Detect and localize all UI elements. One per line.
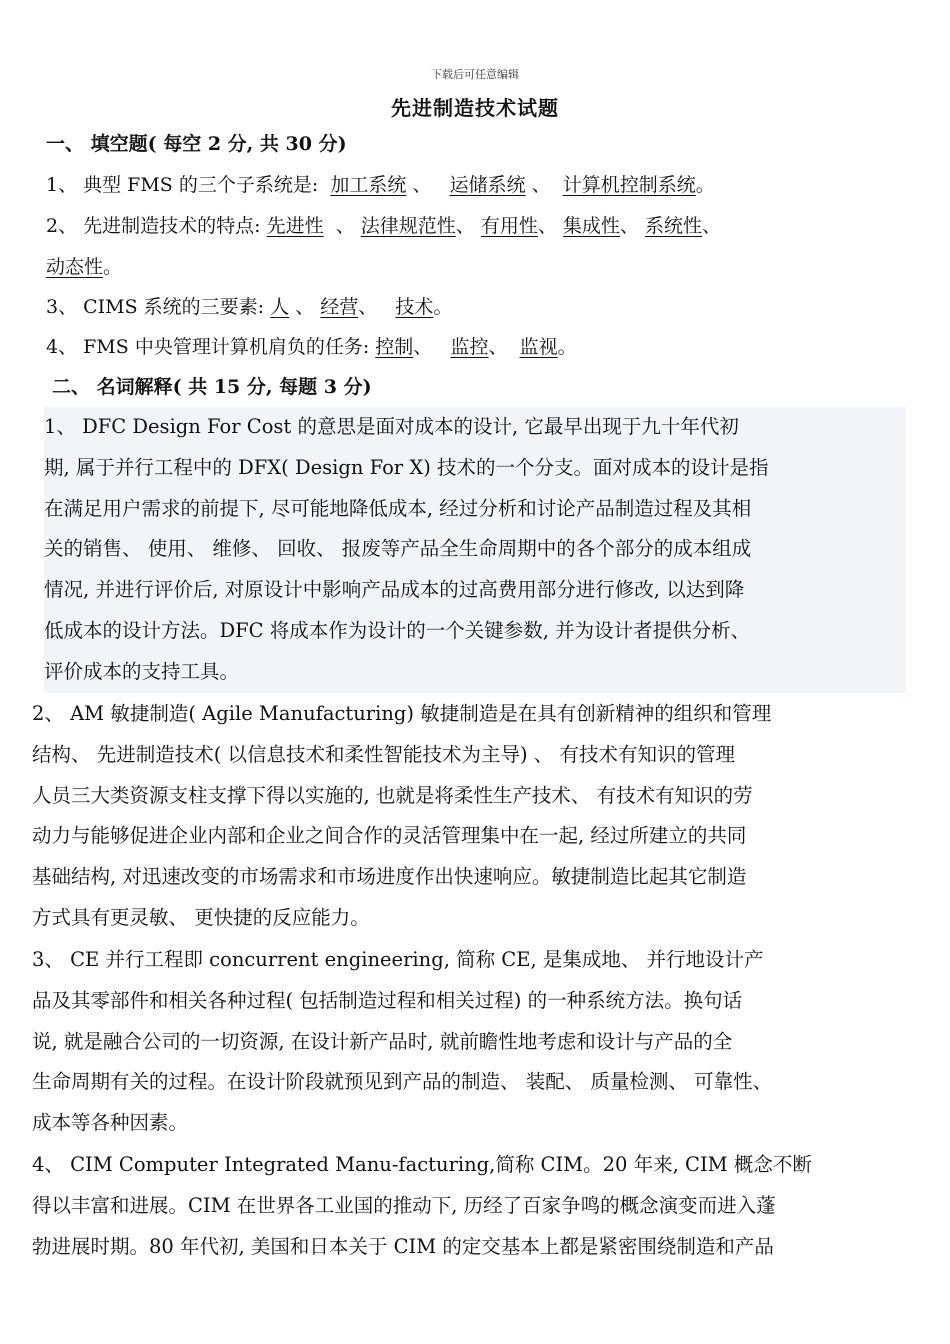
am-line: 2、 AM 敏捷制造( Agile Manufacturing) 敏捷制造是在具有创新精神的组织和管理 xyxy=(32,702,772,725)
q4-end: 。 xyxy=(557,336,577,358)
am-line: 人员三大类资源支柱支撑下得以实施的, 也就是将柔性生产技术、 有技术有知识的劳 xyxy=(32,783,753,807)
section1-heading: 一、 填空题( 每空 2 分, 共 30 分) xyxy=(46,133,347,155)
q1-prefix: 1、 典型 FMS 的三个子系统是: xyxy=(46,174,319,196)
am-line: 结构、 先进制造技术( 以信息技术和柔性智能技术为主导) 、 有技术有知识的管理 xyxy=(32,742,736,766)
q1-answer-1: 加工系统 xyxy=(330,174,407,196)
header-note: 下载后可任意编辑 xyxy=(431,68,519,81)
ce-line: 成本等各种因素。 xyxy=(32,1111,189,1135)
dfc-line: 评价成本的支持工具。 xyxy=(44,659,240,683)
q3-sep-1: 、 xyxy=(295,296,315,318)
q4-answer-1: 控制 xyxy=(375,336,414,358)
q2-sep-2: 、 xyxy=(455,215,475,237)
q3-end: 。 xyxy=(433,296,453,318)
q2-answer-4: 集成性 xyxy=(562,215,620,237)
q2-sep-5: 、 xyxy=(702,215,722,237)
question-1 xyxy=(46,171,916,199)
question-2-cont xyxy=(46,253,916,281)
ce-line: 品及其零部件和相关各种过程( 包括制造过程和相关过程) 的一种系统方法。换句话 xyxy=(32,988,743,1012)
q1-sep-1: 、 xyxy=(412,174,432,196)
q1-answer-2: 运储系统 xyxy=(449,174,526,196)
q2-end: 。 xyxy=(103,256,123,278)
ce-line: 生命周期有关的过程。在设计阶段就预见到产品的制造、 装配、 质量检测、 可靠性、 xyxy=(32,1070,773,1094)
q2-sep-3: 、 xyxy=(537,215,557,237)
am-line: 动力与能够促进企业内部和企业之间合作的灵活管理集中在一起, 经过所建立的共同 xyxy=(32,824,747,848)
cim-line: 得以丰富和进展。CIM 在世界各工业国的推动下, 历经了百家争鸣的概念演变而进入蓬 xyxy=(32,1193,776,1217)
q2-sep-4: 、 xyxy=(619,215,639,237)
cim-line: 勃进展时期。80 年代初, 美国和日本关于 CIM 的定交基本上都是紧密围绕制造和产品 xyxy=(32,1234,774,1258)
dfc-line: 低成本的设计方法。DFC 将成本作为设计的一个关键参数, 并为设计者提供分析、 xyxy=(44,618,751,642)
q3-sep-2: 、 xyxy=(358,296,378,318)
cim-line: 4、 CIM Computer Integrated Manu-facturing,简称 CIM。20 年来, CIM 概念不断 xyxy=(32,1153,812,1176)
ce-line: 3、 CE 并行工程即 concurrent engineering, 简称 CE, 是集成地、 并行地设计产 xyxy=(32,948,764,971)
q4-answer-3: 监视 xyxy=(519,336,558,358)
dfc-line: 期, 属于并行工程中的 DFX( Design For X) 技术的一个分支。面对成本的设计是指 xyxy=(44,455,769,479)
q1-sep-2: 、 xyxy=(531,174,551,196)
q2-answer-2: 法律规范性 xyxy=(360,215,456,237)
dfc-line: 关的销售、 使用、 维修、 回收、 报废等产品全生命周期中的各个部分的成本组成 xyxy=(44,537,752,561)
am-line: 方式具有更灵敏、 更快捷的反应能力。 xyxy=(32,905,370,929)
q4-sep-2: 、 xyxy=(488,336,508,358)
q3-answer-2: 经营 xyxy=(320,296,359,318)
q3-answer-3: 技术 xyxy=(395,296,434,318)
q2-answer-1: 先进性 xyxy=(266,215,324,237)
definition-am xyxy=(32,694,905,939)
q2-answer-6: 动态性 xyxy=(46,256,104,278)
section2-heading: 二、 名词解释( 共 15 分, 每题 3 分) xyxy=(52,376,372,398)
q3-answer-1: 人 xyxy=(270,296,290,318)
definition-ce xyxy=(32,940,905,1144)
dfc-line: 情况, 并进行评价后, 对原设计中影响产品成本的过高费用部分进行修改, 以达到降 xyxy=(44,578,745,602)
q2-answer-3: 有用性 xyxy=(480,215,538,237)
q2-answer-5: 系统性 xyxy=(644,215,702,237)
question-4 xyxy=(46,333,916,361)
page-title: 先进制造技术试题 xyxy=(391,96,559,120)
dfc-line: 在满足用户需求的前提下, 尽可能地降低成本, 经过分析和讨论产品制造过程及其相 xyxy=(44,496,752,520)
ce-line: 说, 就是融合公司的一切资源, 在设计新产品时, 就前瞻性地考虑和设计与产品的全 xyxy=(32,1029,733,1053)
question-2 xyxy=(46,212,916,240)
am-line: 基础结构, 对迅速改变的市场需求和市场进度作出快速响应。敏捷制造比起其它制造 xyxy=(32,865,747,889)
q2-prefix: 2、 先进制造技术的特点: xyxy=(46,215,261,237)
q4-sep-1: 、 xyxy=(413,336,433,358)
q1-end: 。 xyxy=(695,174,715,196)
definition-cim xyxy=(32,1145,905,1267)
q2-sep-1: 、 xyxy=(335,215,355,237)
definition-dfc xyxy=(44,407,906,693)
dfc-line: 1、 DFC Design For Cost 的意思是面对成本的设计, 它最早出现于九十年代初 xyxy=(44,415,739,438)
q4-prefix: 4、 FMS 中央管理计算机肩负的任务: xyxy=(46,336,370,358)
q4-answer-2: 监控 xyxy=(450,336,489,358)
q1-answer-3: 计算机控制系统 xyxy=(562,174,696,196)
question-3 xyxy=(46,293,916,321)
q3-prefix: 3、 CIMS 系统的三要素: xyxy=(46,296,265,318)
